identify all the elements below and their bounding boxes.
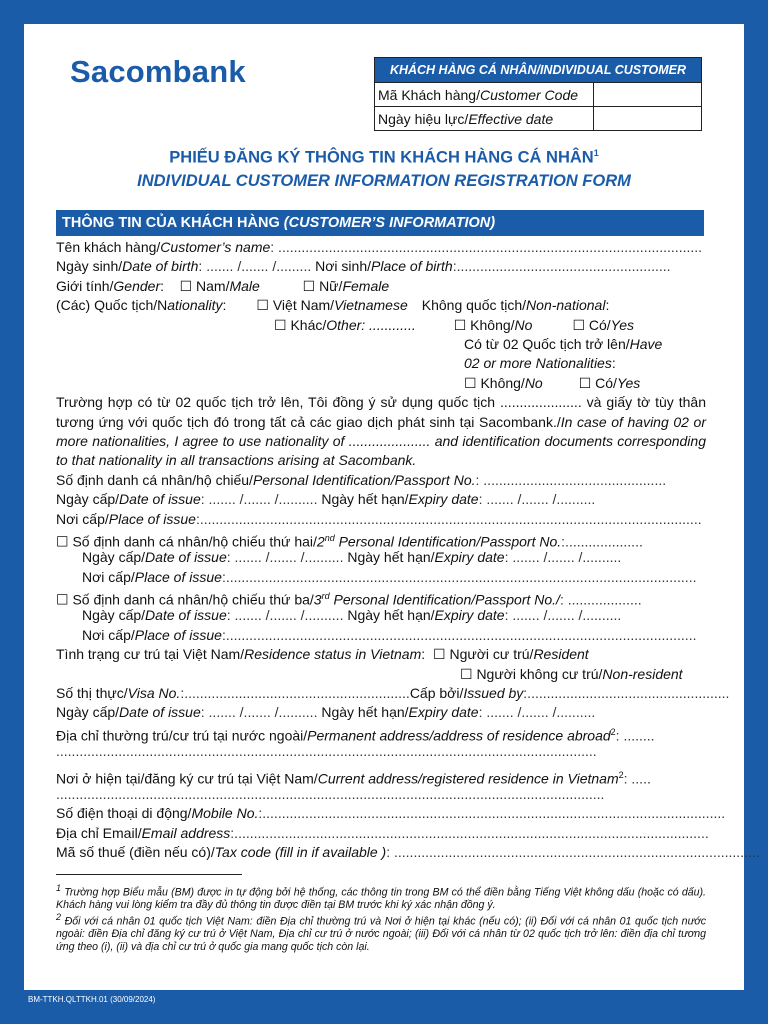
third-id-issue-expiry-row[interactable]: Ngày cấp/Date of issue: ....... /....... /.......... Ngày hết hạn/Expiry date: ....... /....... /..........	[82, 607, 622, 624]
multi-nationality-question-cont: 02 or more Nationalities:	[464, 355, 616, 372]
third-id-place-row[interactable]: Nơi cấp/Place of issue:.........................................................................................................................	[82, 626, 697, 643]
nationality-agreement-paragraph: Trường hợp có từ 02 quốc tịch trở lên, Tôi đồng ý sử dụng quốc tịch ..................... và giấy tờ tùy thân tương ứng với quốc tịch đó trong tất cả các giao dịch phát sinh tại Sacombank./In case of having 02 or more nationalities, I agree to use nationality of ..................... and identification documents corresponding to that nationality in all transactions arising at Sacombank.	[56, 394, 706, 469]
email-row[interactable]: Địa chỉ Email/Email address:..........................................................................................................................	[56, 824, 709, 841]
visa-issue-expiry-row[interactable]: Ngày cấp/Date of issue: ....... /....... /.......... Ngày hết hạn/Expiry date: ....... /....... /..........	[56, 704, 596, 721]
customer-code-label: Mã Khách hàng/Customer Code	[375, 83, 594, 107]
customer-info-box	[374, 57, 702, 131]
form-page	[24, 24, 760, 990]
footnote-2: $^2$ Đối với cá nhân 01 quốc tịch Việt Nam: điền Địa chỉ thường trú và Nơi ở hiện tại khác (nếu có); (ii) Đối với cá nhân 01 quốc tịch nước ngoài: điền Địa chỉ đăng ký cư trú ở Việt Nam, Địa chỉ cư trú ở nước ngoài; (iii) Đối với cá nhân từ 02 quốc tịch trở lên: điền địa chỉ tương ứng theo (i), (ii) và địa chỉ cư trú ở quốc gia mang quốc tịch còn lại.	[56, 912, 706, 953]
vn-address-line[interactable]: .............................................................................................................................................	[56, 786, 605, 802]
non-resident-checkbox[interactable]: ☐ Người không cư trú/Non-resident	[460, 665, 683, 682]
non-resident-row	[56, 665, 706, 684]
customer-code-field[interactable]	[594, 83, 702, 107]
second-id-place-row[interactable]: Nơi cấp/Place of issue:.........................................................................................................................	[82, 568, 697, 585]
form-title-vi: PHIẾU ĐĂNG KÝ THÔNG TIN KHÁCH HÀNG CÁ NHÂN$^1$	[169, 148, 599, 167]
mobile-row[interactable]: Số điện thoại di động/Mobile No.:.......................................................................................................................	[56, 805, 726, 822]
non-national-yes-checkbox[interactable]: ☐ Có/Yes	[572, 316, 635, 333]
abroad-address-line[interactable]: ...........................................................................................................................................	[56, 743, 597, 760]
effective-date-label: Ngày hiệu lực/Effective date	[375, 107, 594, 131]
tax-code-row[interactable]: Mã số thuế (điền nếu có)/Tax code (fill in if available ): ..............................................................................................	[56, 844, 760, 861]
multi-nationality-question: Có từ 02 Quốc tịch trở lên/Have	[464, 335, 663, 352]
female-checkbox[interactable]: ☐ Nữ/Female	[302, 277, 390, 294]
male-checkbox[interactable]: ☐ Nam/Male	[179, 277, 260, 294]
third-id-row[interactable]: ☐ Số định danh cá nhân/hộ chiếu thứ ba/3rd Personal Identification/Passport No./: ...................	[56, 591, 642, 608]
multi-no-checkbox[interactable]: ☐ Không/No	[464, 374, 543, 391]
form-title-en: INDIVIDUAL CUSTOMER INFORMATION REGISTRATION FORM	[137, 172, 631, 190]
footnote-divider	[56, 874, 242, 875]
vietnamese-checkbox[interactable]: ☐ Việt Nam/Vietnamese	[256, 297, 408, 314]
section-header: THÔNG TIN CỦA KHÁCH HÀNG (CUSTOMER’S INFORMATION)	[56, 210, 704, 236]
residence-status-row: Tình trạng cư trú tại Việt Nam/Residence status in Vietnam: ☐ Người cư trú/Resident	[56, 646, 589, 663]
nationality-row: (Các) Quốc tịch/Nationality: ☐ Việt Nam/Vietnamese Không quốc tịch/Non-national:	[56, 297, 610, 314]
customer-box-header: KHÁCH HÀNG CÁ NHÂN/INDIVIDUAL CUSTOMER	[375, 58, 702, 83]
id-place-row[interactable]: Nơi cấp/Place of issue:.................................................................................................................................	[56, 510, 702, 527]
other-nationality-checkbox[interactable]: ☐ Khác/Other: ............	[274, 316, 416, 333]
id-number-row[interactable]: Số định danh cá nhân/hộ chiếu/Personal Identification/Passport No.: ...............................................	[56, 471, 667, 488]
resident-checkbox[interactable]: ☐ Người cư trú/Resident	[433, 646, 589, 663]
id-issue-expiry-row[interactable]: Ngày cấp/Date of issue: ....... /....... /.......... Ngày hết hạn/Expiry date: ....... /....... /..........	[56, 491, 596, 508]
visa-row[interactable]: Số thị thực/Visa No.:..........................................................Cấp bởi/Issued by:....................................................	[56, 685, 730, 702]
sacombank-logo: Sacombank	[70, 54, 246, 89]
form-code: BM-TTKH.QLTTKH.01 (30/09/2024)	[28, 995, 156, 1004]
vn-address-row[interactable]: Nơi ở hiện tại/đăng ký cư trú tại Việt Nam/Current address/registered residence in Vietnam$^2$: .....	[56, 769, 651, 787]
footnote-1: $^1$ Trường hợp Biểu mẫu (BM) được in tự động bởi hệ thống, các thông tin trong BM có thể điền bằng Tiếng Việt không dấu (hoặc có dấu). Khách hàng vui lòng kiểm tra đầy đủ thông tin được điền tại BM trước khi ký xác nhận đồng ý.	[56, 883, 706, 911]
non-national-no-checkbox[interactable]: ☐ Không/No	[453, 316, 533, 333]
form-body	[56, 238, 760, 863]
footnotes	[56, 882, 706, 953]
second-id-issue-expiry-row[interactable]: Ngày cấp/Date of issue: ....... /....... /.......... Ngày hết hạn/Expiry date: ....... /....... /..........	[82, 549, 622, 566]
nationality-other-row	[56, 316, 706, 335]
abroad-address-row[interactable]: Địa chỉ thường trú/cư trú tại nước ngoài/Permanent address/address of residence abroad$^2$: ........	[56, 726, 655, 744]
customer-name-row[interactable]: Tên khách hàng/Customer’s name: .............................................................................................................	[56, 239, 703, 255]
effective-date-field[interactable]	[594, 107, 702, 131]
gender-row: Giới tính/Gender: ☐ Nam/Male ☐ Nữ/Female	[56, 277, 390, 294]
second-id-row[interactable]: ☐ Số định danh cá nhân/hộ chiếu thứ hai/2nd Personal Identification/Passport No.:....................	[56, 532, 643, 550]
multi-nationality-answer-row	[56, 374, 706, 393]
dob-pob-row[interactable]: Ngày sinh/Date of birth: ....... /....... /......... Nơi sinh/Place of birth:.......................................................	[56, 258, 671, 275]
multi-yes-checkbox[interactable]: ☐ Có/Yes	[578, 374, 641, 391]
